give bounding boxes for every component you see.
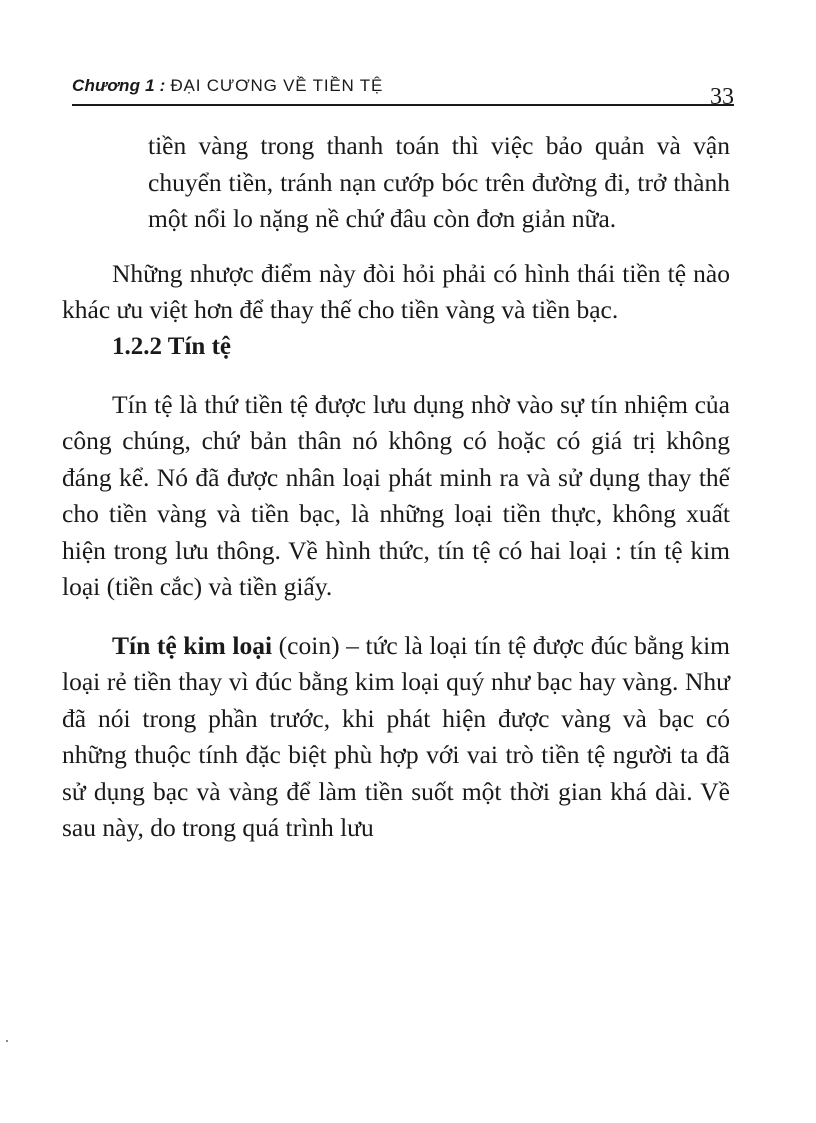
- page-number: 33: [710, 84, 734, 110]
- section-heading: 1.2.2 Tín tệ: [112, 332, 231, 360]
- body-text: [62, 128, 730, 847]
- paragraph-coin-text: (coin) – tức là loại tín tệ được đúc bằng kim loại rẻ tiền thay vì đúc bằng kim loại quý như bạc hay vàng. Như đã nói trong phần trước, khi phát hiện được vàng và bạc có những thuộc tính đặc biệt phù hợp với vai trò tiền tệ người ta đã sử dụng bạc và vàng để làm tiền suốt một thời gian khá dài. Về sau này, do trong quá trình lưu: [62, 630, 730, 842]
- scan-speck: [6, 1040, 8, 1042]
- header-rule: [72, 104, 734, 106]
- paragraph-coin: [62, 628, 730, 847]
- running-header: [72, 72, 734, 110]
- chapter-label: Chương 1 :: [72, 76, 166, 95]
- chapter-heading: [72, 76, 383, 96]
- paragraph-continued: tiền vàng trong thanh toán thì việc bảo quản và vận chuyển tiền, tránh nạn cướp bóc trên đường đi, trở thành một nổi lo nặng nề chứ đâu còn đơn giản nữa.: [148, 131, 730, 233]
- paragraph-drawbacks: Những nhược điểm này đòi hỏi phải có hình thái tiền tệ nào khác ưu việt hơn để thay thế cho tiền vàng và tiền bạc.: [62, 258, 730, 324]
- paragraph-fiat-money: Tín tệ là thứ tiền tệ được lưu dụng nhờ vào sự tín nhiệm của công chúng, chứ bản thân nó không có hoặc có giá trị không đáng kể. Nó đã được nhân loại phát minh ra và sử dụng thay thế cho tiền vàng và tiền bạc, là những loại tiền thực, không xuất hiện trong lưu thông. Về hình thức, tín tệ có hai loại : tín tệ kim loại (tiền cắc) và tiền giấy.: [62, 389, 730, 601]
- term-coin: Tín tệ kim loại: [112, 630, 273, 660]
- chapter-title: ĐẠI CƯƠNG VỀ TIỀN TỆ: [170, 76, 384, 95]
